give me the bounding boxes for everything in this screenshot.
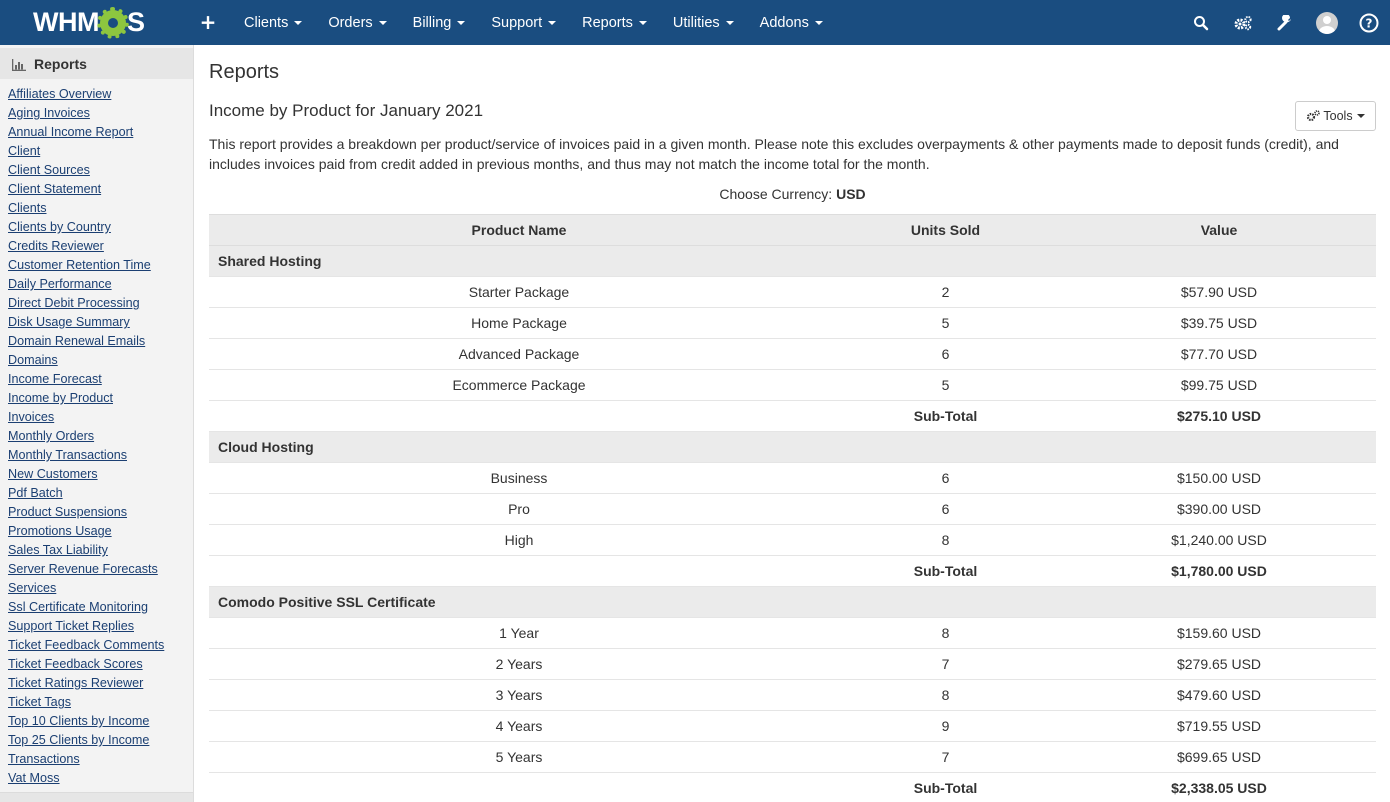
- product-name-cell: Business: [209, 463, 829, 494]
- table-row: [209, 308, 1376, 339]
- sidebar-report-link[interactable]: Ticket Tags: [8, 695, 71, 709]
- currency-chooser: [209, 184, 1376, 204]
- value-cell: $699.65 USD: [1062, 742, 1376, 773]
- value-cell: $159.60 USD: [1062, 618, 1376, 649]
- empty-cell: [209, 773, 829, 802]
- gear-logo-icon: [100, 10, 126, 36]
- product-name-cell: Starter Package: [209, 277, 829, 308]
- value-cell: $719.55 USD: [1062, 711, 1376, 742]
- sidebar-report-link[interactable]: Pdf Batch: [8, 486, 63, 500]
- tools-button[interactable]: [1295, 101, 1376, 131]
- report-title: Income by Product for January 2021: [209, 101, 484, 120]
- nav-label: Orders: [328, 14, 373, 31]
- top-navbar: [0, 0, 1390, 45]
- sidebar-report-link[interactable]: Credits Reviewer: [8, 239, 104, 253]
- product-name-cell: 5 Years: [209, 742, 829, 773]
- subtotal-label: Sub-Total: [829, 556, 1062, 587]
- group-row: [209, 246, 1376, 277]
- table-row: [209, 463, 1376, 494]
- sidebar-report-link[interactable]: Support Ticket Replies: [8, 619, 134, 633]
- whmcs-logo[interactable]: [0, 0, 185, 45]
- value-cell: $39.75 USD: [1062, 308, 1376, 339]
- sidebar-report-link[interactable]: Vat Moss: [8, 771, 60, 785]
- product-name-cell: Home Package: [209, 308, 829, 339]
- table-row: [209, 525, 1376, 556]
- subtotal-value: $275.10 USD: [1062, 401, 1376, 432]
- sidebar-report-link[interactable]: Sales Tax Liability: [8, 543, 108, 557]
- nav-label: Billing: [412, 14, 452, 31]
- sidebar-report-link[interactable]: Server Revenue Forecasts: [8, 562, 158, 576]
- sidebar-report-link[interactable]: Ticket Feedback Scores: [8, 657, 143, 671]
- wrench-icon[interactable]: [1264, 0, 1306, 45]
- main-content: [209, 45, 1376, 802]
- value-cell: $150.00 USD: [1062, 463, 1376, 494]
- report-link-list: [0, 79, 193, 788]
- product-name-cell: Pro: [209, 494, 829, 525]
- nav-support[interactable]: [478, 0, 569, 45]
- group-name: Shared Hosting: [209, 246, 1376, 277]
- empty-cell: [209, 556, 829, 587]
- report-description: This report provides a breakdown per product/service of invoices paid in a given month. Please note this excludes overpayments & other payments made to deposit funds (credit), and includes invoices paid from credit added in previous months, and thus may not match the income total for the month.: [209, 136, 1339, 172]
- units-sold-cell: 6: [829, 494, 1062, 525]
- units-sold-cell: 2: [829, 277, 1062, 308]
- nav-utilities[interactable]: [660, 0, 747, 45]
- sidebar-report-link[interactable]: Monthly Orders: [8, 429, 95, 443]
- sidebar-report-link[interactable]: Client Statement: [8, 182, 102, 196]
- sidebar-report-link[interactable]: Monthly Transactions: [8, 448, 127, 462]
- sidebar-report-link[interactable]: Top 10 Clients by Income: [8, 714, 150, 728]
- table-row: [209, 618, 1376, 649]
- caret-down-icon: [457, 21, 465, 25]
- sidebar-report-link[interactable]: Clients: [8, 201, 47, 215]
- nav-orders[interactable]: [315, 0, 399, 45]
- tools-label: Tools: [1323, 109, 1353, 123]
- units-sold-cell: 8: [829, 525, 1062, 556]
- product-name-cell: 1 Year: [209, 618, 829, 649]
- group-row: [209, 432, 1376, 463]
- units-sold-cell: 9: [829, 711, 1062, 742]
- sidebar-report-link[interactable]: Income by Product: [8, 391, 113, 405]
- col-units-sold: Units Sold: [829, 215, 1062, 246]
- sidebar-report-link[interactable]: Invoices: [8, 410, 55, 424]
- nav-label: Addons: [759, 14, 809, 31]
- product-name-cell: Ecommerce Package: [209, 370, 829, 401]
- search-icon[interactable]: [1180, 0, 1222, 45]
- caret-down-icon: [639, 21, 647, 25]
- units-sold-cell: 6: [829, 463, 1062, 494]
- table-row: [209, 277, 1376, 308]
- sidebar-title: Reports: [34, 55, 87, 72]
- value-cell: $479.60 USD: [1062, 680, 1376, 711]
- table-row: [209, 339, 1376, 370]
- income-table: [209, 214, 1376, 802]
- group-row: [209, 587, 1376, 618]
- product-name-cell: 3 Years: [209, 680, 829, 711]
- units-sold-cell: 5: [829, 308, 1062, 339]
- table-row: [209, 370, 1376, 401]
- value-cell: $1,240.00 USD: [1062, 525, 1376, 556]
- subtotal-row: [209, 401, 1376, 432]
- table-row: [209, 711, 1376, 742]
- quick-add-icon[interactable]: +: [199, 10, 217, 34]
- sidebar-report-link[interactable]: Affiliates Overview: [8, 87, 112, 101]
- sidebar-report-link[interactable]: Promotions Usage: [8, 524, 112, 538]
- sidebar-report-link[interactable]: New Customers: [8, 467, 98, 481]
- sidebar-report-link[interactable]: Direct Debit Processing: [8, 296, 140, 310]
- nav-label: Reports: [582, 14, 633, 31]
- logo-text-right: S: [126, 7, 145, 37]
- help-icon[interactable]: [1348, 0, 1390, 45]
- sidebar-report-link[interactable]: Client: [8, 144, 41, 158]
- product-name-cell: Advanced Package: [209, 339, 829, 370]
- avatar-icon: [1316, 12, 1338, 34]
- caret-down-icon: [548, 21, 556, 25]
- sidebar-report-link[interactable]: Disk Usage Summary: [8, 315, 130, 329]
- nav-addons[interactable]: [747, 0, 836, 45]
- user-avatar[interactable]: [1306, 0, 1348, 45]
- caret-down-icon: [726, 21, 734, 25]
- cogs-icon[interactable]: [1222, 0, 1264, 45]
- nav-clients[interactable]: [231, 0, 315, 45]
- sidebar-report-link[interactable]: Ticket Feedback Comments: [8, 638, 165, 652]
- bar-chart-icon: [12, 58, 26, 70]
- units-sold-cell: 5: [829, 370, 1062, 401]
- nav-label: Support: [491, 14, 543, 31]
- caret-down-icon: [294, 21, 302, 25]
- caret-down-icon: [379, 21, 387, 25]
- product-name-cell: 4 Years: [209, 711, 829, 742]
- sidebar-header: [0, 48, 193, 79]
- group-name: Cloud Hosting: [209, 432, 1376, 463]
- subtotal-row: [209, 556, 1376, 587]
- sidebar-report-link[interactable]: Aging Invoices: [8, 106, 90, 120]
- units-sold-cell: 8: [829, 618, 1062, 649]
- nav-label: Clients: [244, 14, 289, 31]
- caret-down-icon: [815, 21, 823, 25]
- subtotal-value: $2,338.05 USD: [1062, 773, 1376, 802]
- value-cell: $57.90 USD: [1062, 277, 1376, 308]
- sidebar-report-link[interactable]: Product Suspensions: [8, 505, 128, 519]
- table-row: [209, 680, 1376, 711]
- svg-text:?: ?: [1365, 16, 1373, 30]
- main-nav: [231, 0, 836, 45]
- sidebar-next-section: [0, 792, 193, 802]
- col-product-name: Product Name: [209, 215, 829, 246]
- table-header-row: [209, 215, 1376, 246]
- sidebar-report-link[interactable]: Transactions: [8, 752, 80, 766]
- nav-label: Utilities: [672, 14, 720, 31]
- page-title: Reports: [209, 61, 280, 83]
- value-cell: $279.65 USD: [1062, 649, 1376, 680]
- nav-reports[interactable]: [569, 0, 660, 45]
- sidebar-report-link[interactable]: Ticket Ratings Reviewer: [8, 676, 144, 690]
- product-name-cell: High: [209, 525, 829, 556]
- sidebar-report-link[interactable]: Top 25 Clients by Income: [8, 733, 150, 747]
- value-cell: $77.70 USD: [1062, 339, 1376, 370]
- sidebar-report-link[interactable]: Services: [8, 581, 57, 595]
- sidebar-report-link[interactable]: Clients by Country: [8, 220, 111, 234]
- empty-cell: [209, 401, 829, 432]
- col-value: Value: [1062, 215, 1376, 246]
- caret-down-icon: [1357, 114, 1365, 118]
- table-row: [209, 649, 1376, 680]
- units-sold-cell: 7: [829, 649, 1062, 680]
- sidebar: [0, 45, 194, 802]
- logo-text-left: WHM: [33, 7, 99, 37]
- sidebar-report-link[interactable]: Domain Renewal Emails: [8, 334, 146, 348]
- subtotal-row: [209, 773, 1376, 802]
- units-sold-cell: 7: [829, 742, 1062, 773]
- subtotal-label: Sub-Total: [829, 773, 1062, 802]
- nav-billing[interactable]: [400, 0, 479, 45]
- sidebar-report-link[interactable]: Income Forecast: [8, 372, 102, 386]
- units-sold-cell: 8: [829, 680, 1062, 711]
- table-row: [209, 742, 1376, 773]
- product-name-cell: 2 Years: [209, 649, 829, 680]
- sidebar-report-link[interactable]: Customer Retention Time: [8, 258, 151, 272]
- currency-value[interactable]: USD: [836, 186, 866, 202]
- group-name: Comodo Positive SSL Certificate: [209, 587, 1376, 618]
- subtotal-value: $1,780.00 USD: [1062, 556, 1376, 587]
- subtotal-label: Sub-Total: [829, 401, 1062, 432]
- table-row: [209, 494, 1376, 525]
- sidebar-report-link[interactable]: Annual Income Report: [8, 125, 134, 139]
- sidebar-report-link[interactable]: Client Sources: [8, 163, 90, 177]
- sidebar-report-link[interactable]: Ssl Certificate Monitoring: [8, 600, 148, 614]
- value-cell: $99.75 USD: [1062, 370, 1376, 401]
- units-sold-cell: 6: [829, 339, 1062, 370]
- value-cell: $390.00 USD: [1062, 494, 1376, 525]
- currency-label: Choose Currency:: [719, 186, 833, 202]
- sidebar-report-link[interactable]: Domains: [8, 353, 58, 367]
- sidebar-report-link[interactable]: Daily Performance: [8, 277, 112, 291]
- cogs-icon: [1306, 110, 1320, 122]
